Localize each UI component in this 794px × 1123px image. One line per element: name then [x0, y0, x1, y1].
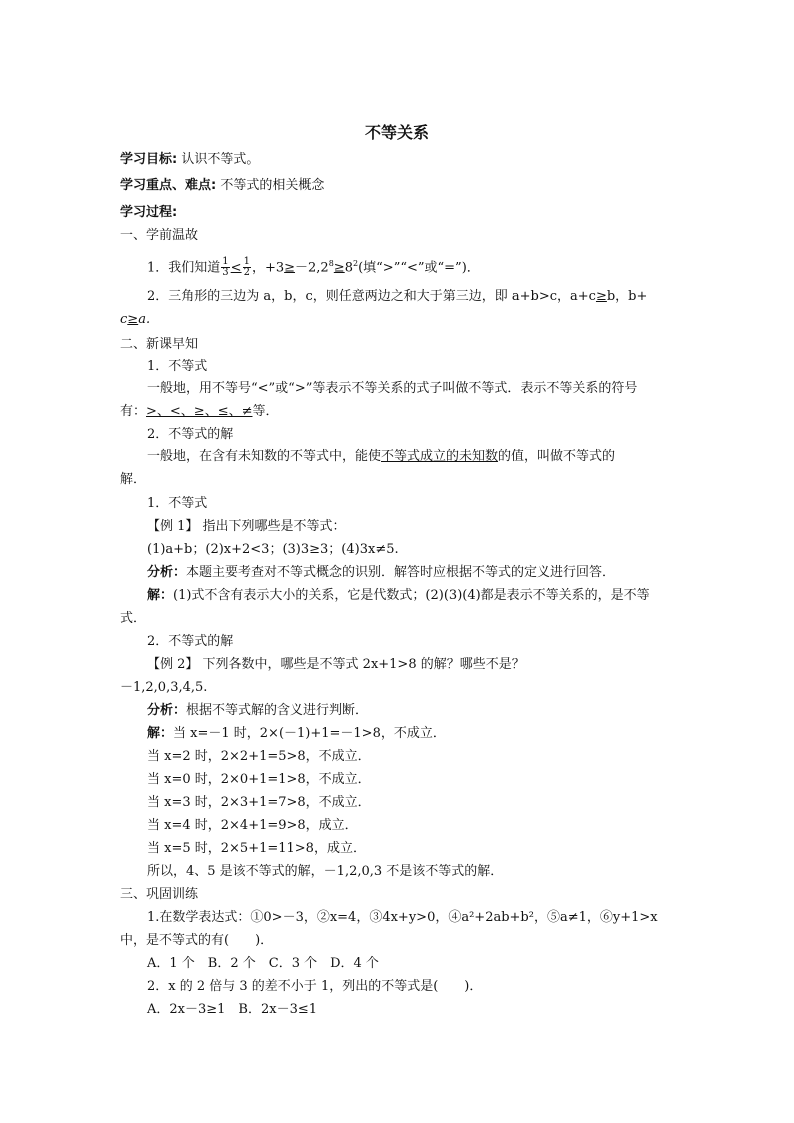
example-2-numbers: －1,2,0,3,4,5.	[120, 680, 208, 695]
example-2-title: 【例 2】 下列各数中，哪些是不等式 2x+1>8 的解？哪些不是？	[147, 657, 525, 672]
exercise-1-line2: 中，是不等式的有( )．	[120, 933, 274, 948]
example-2-analysis: 分析：根据不等式解的含义进行判断．	[147, 703, 369, 718]
solution-title: 2．不等式的解	[147, 427, 234, 442]
review-question-1: 1．我们知道 $\frac{1}{3}$ < $\frac{1}{2}$ ，$+3\ge-2,2^8\ge 8^2$(填“>”“<”或“=”)．	[147, 256, 480, 279]
inequality-def-line1: 一般地，用不等号“<”或“>”等表示不等关系的式子叫做不等式．表示不等关系的符号	[147, 381, 638, 396]
solution-def-line2: 解．	[120, 472, 147, 487]
example-1-items: (1)a+b；(2)x+2<3；(3)3≥3；(4)3x≠5.	[147, 542, 399, 557]
fraction-one-third: $\frac{1}{3}$	[222, 256, 229, 279]
process-label: 学习过程:	[120, 205, 178, 220]
section-3-heading: 三、巩固训练	[120, 887, 199, 902]
exercise-1-options: A．1 个 B．2 个 C．3 个 D．4 个	[147, 956, 379, 971]
learning-goal	[120, 152, 676, 168]
solution-def-line1: 一般地，在含有未知数的不等式中，能使不等式成立的未知数的值，叫做不等式的	[147, 449, 616, 464]
exercise-2-options: A．2x－3≥1 B．2x－3≤1	[147, 1002, 318, 1017]
example-2-solution-1: 解：当 x=－1 时，2×(－1)+1=－1>8，不成立．	[147, 726, 446, 741]
example-1-solution: 解：(1)式不含有表示大小的关系，它是代数式；(2)(3)(4)都是表示不等关系的，是不等	[147, 588, 650, 603]
example-1-analysis: 分析：本题主要考查对不等式概念的识别．解答时应根据不等式的定义进行回答．	[147, 565, 616, 580]
focus-label: 学习重点、难点:	[120, 178, 217, 193]
example-2-solution-4: 当 x=3 时，2×3+1=7>8，不成立．	[147, 795, 371, 810]
inequality-def-line2: 有：>、<、≥、≤、≠等．	[120, 404, 279, 419]
inequality-title: 1．不等式	[147, 359, 208, 374]
subsection-inequality: 1．不等式	[147, 496, 208, 511]
fraction-one-half: $\frac{1}{2}$	[243, 256, 250, 279]
example-2-solution-2: 当 x=2 时，2×2+1=5>8，不成立．	[147, 749, 371, 764]
example-1-title: 【例 1】 指出下列哪些是不等式：	[147, 519, 346, 534]
exercise-2-line1: 2．x 的 2 倍与 3 的差不小于 1，列出的不等式是( )．	[147, 979, 483, 994]
example-2-solution-3: 当 x=0 时，2×0+1=1>8，不成立．	[147, 772, 371, 787]
learning-focus	[120, 178, 676, 194]
section-1-heading: 一、学前温故	[120, 228, 199, 243]
page-title: 不等关系	[364, 123, 429, 142]
goal-text: 认识不等式。	[181, 152, 260, 167]
section-2-heading: 二、新课早知	[120, 337, 199, 352]
focus-text: 不等式的相关概念	[220, 178, 325, 193]
goal-label: 学习目标:	[120, 152, 178, 167]
review-question-2-cont: c≥a.	[120, 312, 151, 327]
subsection-solution: 2．不等式的解	[147, 634, 234, 649]
example-2-conclusion: 所以，4、5 是该不等式的解，－1,2,0,3 不是该不等式的解．	[147, 864, 504, 879]
example-1-solution-cont: 式．	[120, 611, 147, 626]
exercise-1-line1: 1.在数学表达式：①0>－3，②x=4，③4x+y>0，④a²+2ab+b²，⑤a≠1，⑥y+1>x	[147, 910, 658, 925]
review-question-2: 2．三角形的三边为 a，b，c，则任意两边之和大于第三边，即 a+b>c，a+c≥b，b+	[147, 289, 648, 304]
example-2-solution-6: 当 x=5 时，2×5+1=11>8，成立．	[147, 841, 366, 856]
example-2-solution-5: 当 x=4 时，2×4+1=9>8，成立．	[147, 818, 358, 833]
